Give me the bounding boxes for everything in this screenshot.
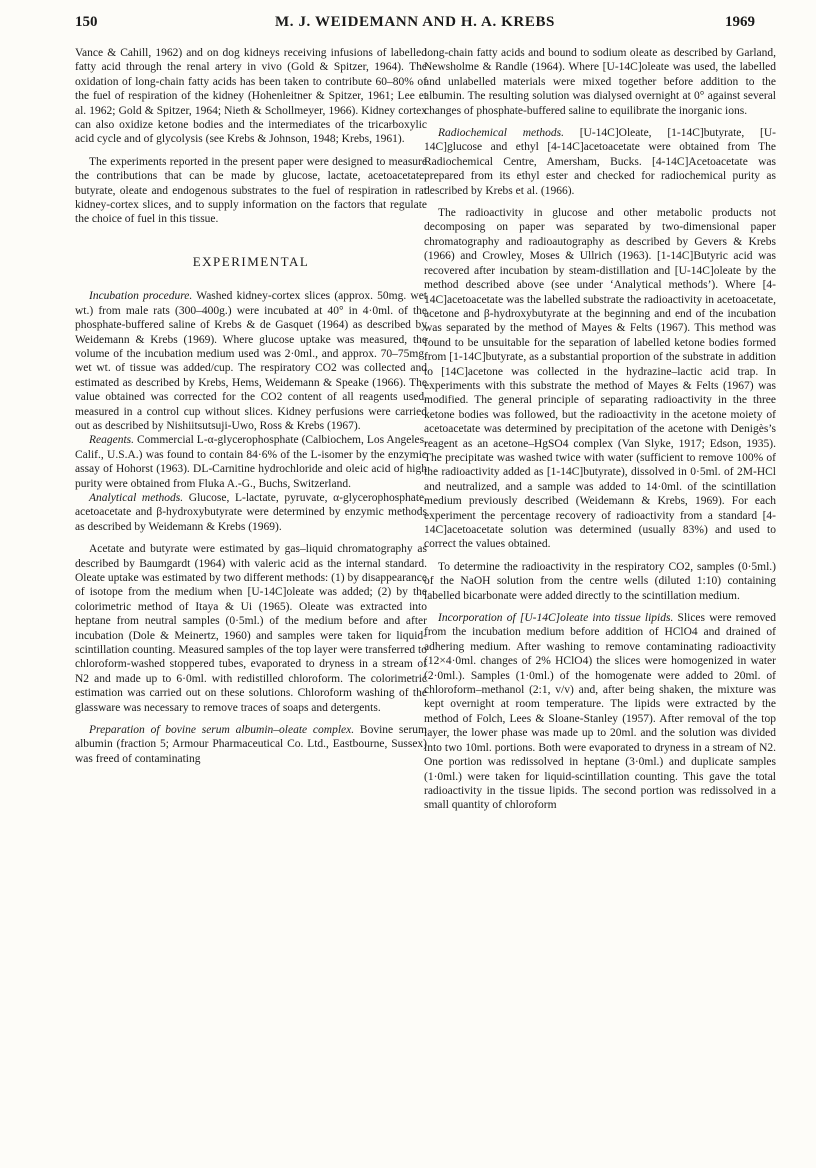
radiochem-text: [U-14C]Oleate, [1-14C]butyrate, [U-14C]glucose and ethyl [4-14C]acetoacetate were obtained from The Radiochemical Centre, Amersham, Bucks. [4-14C]Acetoacetate was prepared from its ethyl ester and checked for radiochemical purity as described by Krebs et al. (1966). [424, 127, 776, 197]
incorporation-text: Slices were removed from the incubation medium before addition of HClO4 and drained of adhering medium. After washing to remove contaminating radioactivity (12×4·0ml. changes of 2% HClO4) the slices were homogenized in water (2·0ml.). Samples (1·0ml.) of the homogenate were added to 20ml. of chloroform–methanol (2:1, v/v) and, after being shaken, the mixture was kept overnight at room temperature. The lipids were extracted by the method of Folch, Lees & Sloane-Stanley (1957). After removal of the top layer, the lower phase was made up to 20ml. and the solution was divided into two 10ml. portions. Both were evaporated to dryness in a stream of N2. One portion was redissolved in heptane (3·0ml.) and duplicate samples (1·0ml.) were taken for liquid-scintillation counting. This gave the total radioactivity in the tissue lipids. The second portion was redissolved in a small quantity of chloroform [424, 612, 776, 812]
intro-paragraph-2: The experiments reported in the present paper were designed to measure the contributions that can be made by glucose, lactate, acetoacetate, butyrate, oleate and endogenous substrates to the fuel of respiration in rat kidney-cortex slices, and to supply information on the factors that regulate the choice of fuel in this tissue. [75, 155, 427, 226]
co2-paragraph: To determine the radioactivity in the respiratory CO2, samples (0·5ml.) of the NaOH solution from the centre wells (diluted 1:10) containing labelled bicarbonate were added directly to the scintillation medium. [424, 560, 776, 602]
incubation-title: Incubation procedure. [89, 290, 193, 303]
incorporation-title: Incorporation of [U-14C]oleate into tissue lipids. [438, 612, 674, 625]
analytical-paragraph [75, 491, 427, 534]
albumin-continuation: long-chain fatty acids and bound to sodium oleate as described by Garland, Newsholme & Randle (1964). Where [U-14C]oleate was used, the labelled and unlabelled materials were mixed together before addition to the albumin. The resulting solution was dialysed overnight at 0° against several changes of phosphate-buffered saline to equilibrate the inorganic ions. [424, 47, 776, 117]
albumin-text: Bovine serum albumin (fraction 5; Armour Pharmaceutical Co. Ltd., Eastbourne, Sussex) was freed of contaminating [75, 724, 428, 765]
intro-paragraph-1: Vance & Cahill, 1962) and on dog kidneys receiving infusions of labelled fatty acid through the renal artery in vivo (Gold & Spitzer, 1964). The oxidation of long-chain fatty acids has been taken to contribute 60–80% of the fuel of respiration of the kidney (Hohenleitner & Spitzer, 1961; Lee et al. 1962; Gold & Spitzer, 1964; Nieth & Schollmeyer, 1966). Kidney cortex can also oxidize ketone bodies and the intermediates of the tricarboxylic acid cycle and of glycolysis (see Krebs & Johnson, 1948; Krebs, 1961). [75, 47, 427, 146]
reagents-paragraph [75, 433, 427, 491]
incorporation-paragraph [424, 611, 776, 813]
acetate-paragraph: Acetate and butyrate were estimated by gas–liquid chromatography as described by Baumgardt (1964) with valeric acid as the internal standard. Oleate uptake was estimated by two different methods: (1) by disappearance of isotope from the medium when [U-14C]oleate was added; (2) by the colorimetric method of Itaya & Ui (1965). Oleate was extracted into heptane from neutral samples (0·5ml.) of the medium before and after incubation (Dole & Meinertz, 1960) and samples were taken for liquid-scintillation counting. Measured samples of the top layer were transferred to chloroform-washed stoppered tubes, evaporated to dryness in a stream of N2 and made up to 6·0ml. with redistilled chloroform. The colorimetric estimation was carried out on these solutions. Chloroform washing of the glassware was necessary to remove traces of soaps and detergents. [75, 543, 427, 714]
running-header [75, 14, 755, 38]
incubation-paragraph [75, 289, 427, 433]
journal-year: 1969 [725, 14, 755, 30]
reagents-text: Commercial L-α-glycerophosphate (Calbiochem, Los Angeles, Calif., U.S.A.) was found to contain 84·6% of the L-isomer by the enzymic assay of Hohorst (1963). DL-Carnitine hydrochloride and oleic acid of high purity were obtained from Fluka A.-G., Buchs, Switzerland. [75, 434, 427, 490]
analytical-title: Analytical methods. [89, 491, 184, 504]
radiochem-paragraph [424, 126, 776, 198]
radiochem-title: Radiochemical methods. [438, 127, 564, 140]
left-column [75, 46, 427, 766]
page-number: 150 [75, 14, 98, 30]
albumin-paragraph [75, 723, 427, 766]
analytical-text: Glucose, L-lactate, pyruvate, α-glycerophosphate, acetoacetate and β-hydroxybutyrate were determined by enzymic methods as described by Weidemann & Krebs (1969). [75, 491, 427, 533]
radioactivity-paragraph: The radioactivity in glucose and other metabolic products not decomposing on paper was separated by two-dimensional paper chromatography and radioautography as described by Gevers & Krebs (1966) and Crowley, Moses & Ullrich (1963). [1-14C]Butyric acid was recovered after incubation by steam-distillation and [U-14C]oleate by the method described above (see under ‘Analytical methods’). Where [4-14C]acetoacetate was the labelled substrate the radioactivity in acetoacetate, acetone and β-hydroxybutyrate at the beginning and end of the incubation was separated by the method of Mayes & Felts (1967). This method was found to be unsuitable for the separation of labelled ketone bodies formed from [1-14C]butyrate, as a substantial proportion of the substrate in addition to [14C]acetone was collected in the hydrazine–lactic acid trap. In experiments with this substrate the method of Mayes & Felts (1967) was modified. The general principle of separating radioactivity in the three ketone bodies was followed, but the radioactivity in the acetone moiety of acetoacetate was determined by precipitation of the acetone with Denigès’s reagent as an acetone–HgSO4 complex (Van Slyke, 1917; Edson, 1935). The precipitate was washed twice with water (sufficient to remove 100% of the radioactivity added as [1-14C]butyrate), dissolved in 0·5ml. of 2M-HCl and neutralized, and a sample was added to 14·0ml. of the scintillation medium previously described (Weidemann & Krebs, 1969). For each experiment the percentage recovery of radioactivity from a standard [4-14C]acetoacetate solution was determined (usually 83%) and used to correct the values obtained. [424, 207, 776, 551]
albumin-title: Preparation of bovine serum albumin–oleate complex. [89, 724, 355, 737]
right-column [424, 46, 776, 813]
incubation-text: Washed kidney-cortex slices (approx. 50mg. wet wt.) from male rats (300–400g.) were incubated at 40° in 4·0ml. of the phosphate-buffered saline of Krebs & de Gasquet (1964) as described by Weidemann & Krebs (1969). Where glucose uptake was measured, the volume of the incubation medium used was 2·0ml., and approx. 70–75mg. wet wt. of tissue was added/cup. The respiratory CO2 was collected and estimated as described by Krebs, Hems, Weidemann & Speake (1966). The value obtained was corrected for the CO2 content of all reagents used, measured in a control cup without slices. Kidney perfusions were carried out as described by Nishiitsutsuji-Uwo, Ross & Krebs (1967). [75, 290, 428, 432]
reagents-title: Reagents. [89, 434, 135, 447]
running-title: M. J. WEIDEMANN AND H. A. KREBS [274, 14, 556, 30]
section-heading-experimental: EXPERIMENTAL [192, 253, 310, 269]
